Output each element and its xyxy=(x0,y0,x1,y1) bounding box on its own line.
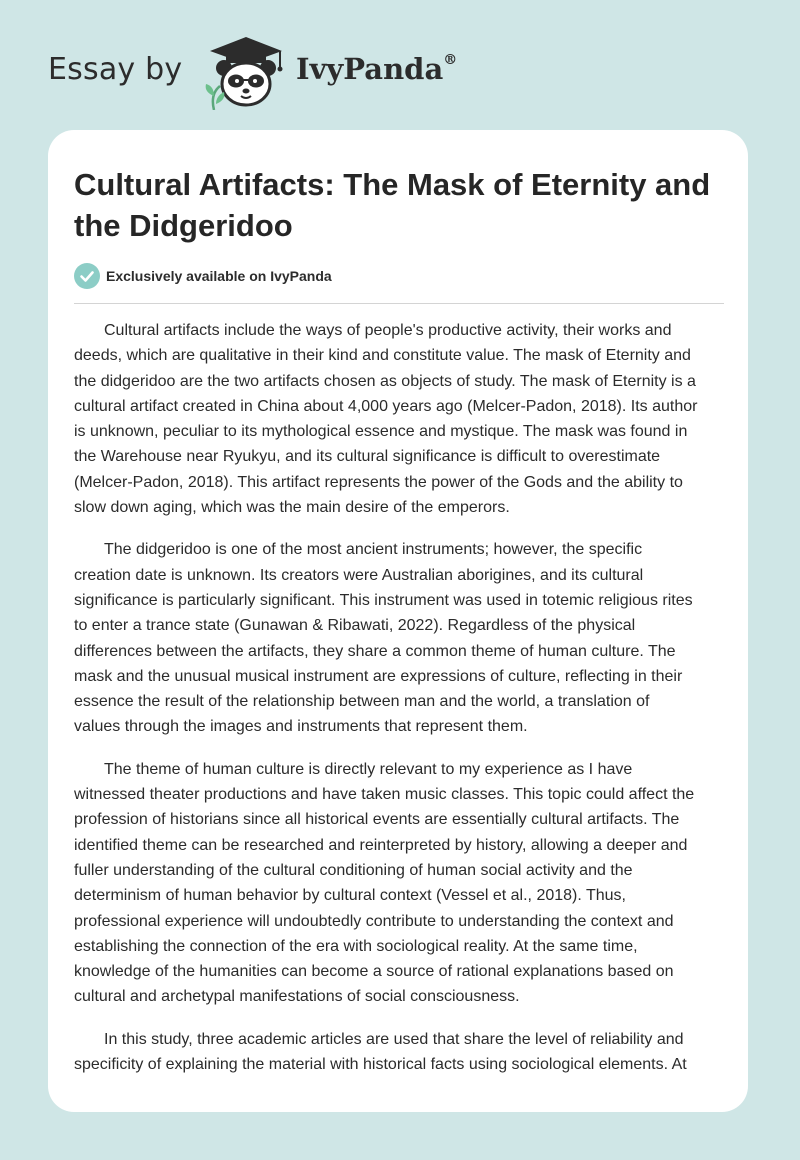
paragraph-line: deeds, which are qualitative in their kind and constitute value. The mask of Eternity and xyxy=(74,347,691,365)
essay-paragraph xyxy=(74,318,726,520)
paragraph-line: In this study, three academic articles are used that share the level of reliability and xyxy=(104,1030,684,1048)
exclusive-badge xyxy=(74,263,332,289)
paragraph-line: identified theme can be researched and reinterpreted by history, allowing a deeper and xyxy=(74,836,688,854)
paragraph-line: the Warehouse near Ryukyu, and its cultural significance is difficult to overestimate xyxy=(74,448,661,466)
paragraph-line: creation date is unknown. Its creators were Australian aborigines, and its cultural xyxy=(74,566,644,584)
paragraph-line: knowledge of the humanities can become a source of rational explanations based on xyxy=(74,963,674,981)
paragraph-line: the didgeridoo are the two artifacts chosen as objects of study. The mask of Eternity is a xyxy=(74,372,696,390)
paragraph-line: is unknown, peculiar to its mythological essence and mystique. The mask was found in xyxy=(74,423,688,441)
paragraph-line: witnessed theater productions and have taken music classes. This topic could affect the xyxy=(74,786,695,804)
paragraph-line: professional experience will undoubtedly contribute to understanding the context and xyxy=(74,912,674,930)
paragraph-line: to enter a trance state (Gunawan & Ribawati, 2022). Regardless of the physical xyxy=(74,617,636,635)
exclusive-badge-label: Exclusively available on IvyPanda xyxy=(106,268,332,284)
site-header xyxy=(0,0,800,130)
paragraph-line: profession of historians since all historical events are essentially cultural artifacts. The xyxy=(74,811,680,829)
paragraph-line: The theme of human culture is directly relevant to my experience as I have xyxy=(104,760,633,778)
essay-by-label: Essay by xyxy=(48,52,183,87)
essay-body xyxy=(74,318,726,1094)
registered-mark: ® xyxy=(443,52,458,69)
title-divider xyxy=(74,303,724,304)
paragraph-line: cultural artifact created in China about 4,000 years ago (Melcer-Padon, 2018). Its author xyxy=(74,397,698,415)
paragraph-line: (Melcer-Padon, 2018). This artifact represents the power of the Gods and the ability to xyxy=(74,473,683,491)
panda-logo-icon[interactable] xyxy=(200,34,292,110)
paragraph-line: slow down aging, which was the main desire of the emperors. xyxy=(74,499,510,517)
paragraph-line: differences between the artifacts, they share a common theme of human culture. The xyxy=(74,642,676,660)
brand-label: IvyPanda xyxy=(296,52,444,86)
paragraph-line: determinism of human behavior by cultural context (Vessel et al., 2018). Thus, xyxy=(74,887,626,905)
brand-name[interactable] xyxy=(296,52,457,86)
paragraph-line: mask and the unusual musical instrument are expressions of culture, reflecting in their xyxy=(74,667,683,685)
paragraph-line: essence the result of the relationship between man and the world, a translation of xyxy=(74,693,650,711)
paragraph-line: fuller understanding of the cultural conditioning of human social activity and the xyxy=(74,861,633,879)
essay-card xyxy=(48,130,748,1112)
essay-paragraph xyxy=(74,1027,726,1078)
check-circle-icon xyxy=(74,263,100,289)
paragraph-line: establishing the connection of the era with sociological reality. At the same time, xyxy=(74,937,638,955)
paragraph-line: significance is particularly significant. This instrument was used in totemic religious rites xyxy=(74,591,693,609)
paragraph-line: The didgeridoo is one of the most ancient instruments; however, the specific xyxy=(104,541,643,559)
essay-paragraph xyxy=(74,537,726,739)
paragraph-line: Cultural artifacts include the ways of people's productive activity, their works and xyxy=(104,322,672,339)
essay-title: Cultural Artifacts: The Mask of Eternity and the Didgeridoo xyxy=(74,167,711,243)
paragraph-line: values through the images and instruments that represent them. xyxy=(74,718,528,736)
paragraph-line: specificity of explaining the material with historical facts using sociological elements. At xyxy=(74,1056,687,1074)
paragraph-line: cultural and archetypal manifestations of social consciousness. xyxy=(74,988,520,1006)
essay-paragraph xyxy=(74,757,726,1010)
